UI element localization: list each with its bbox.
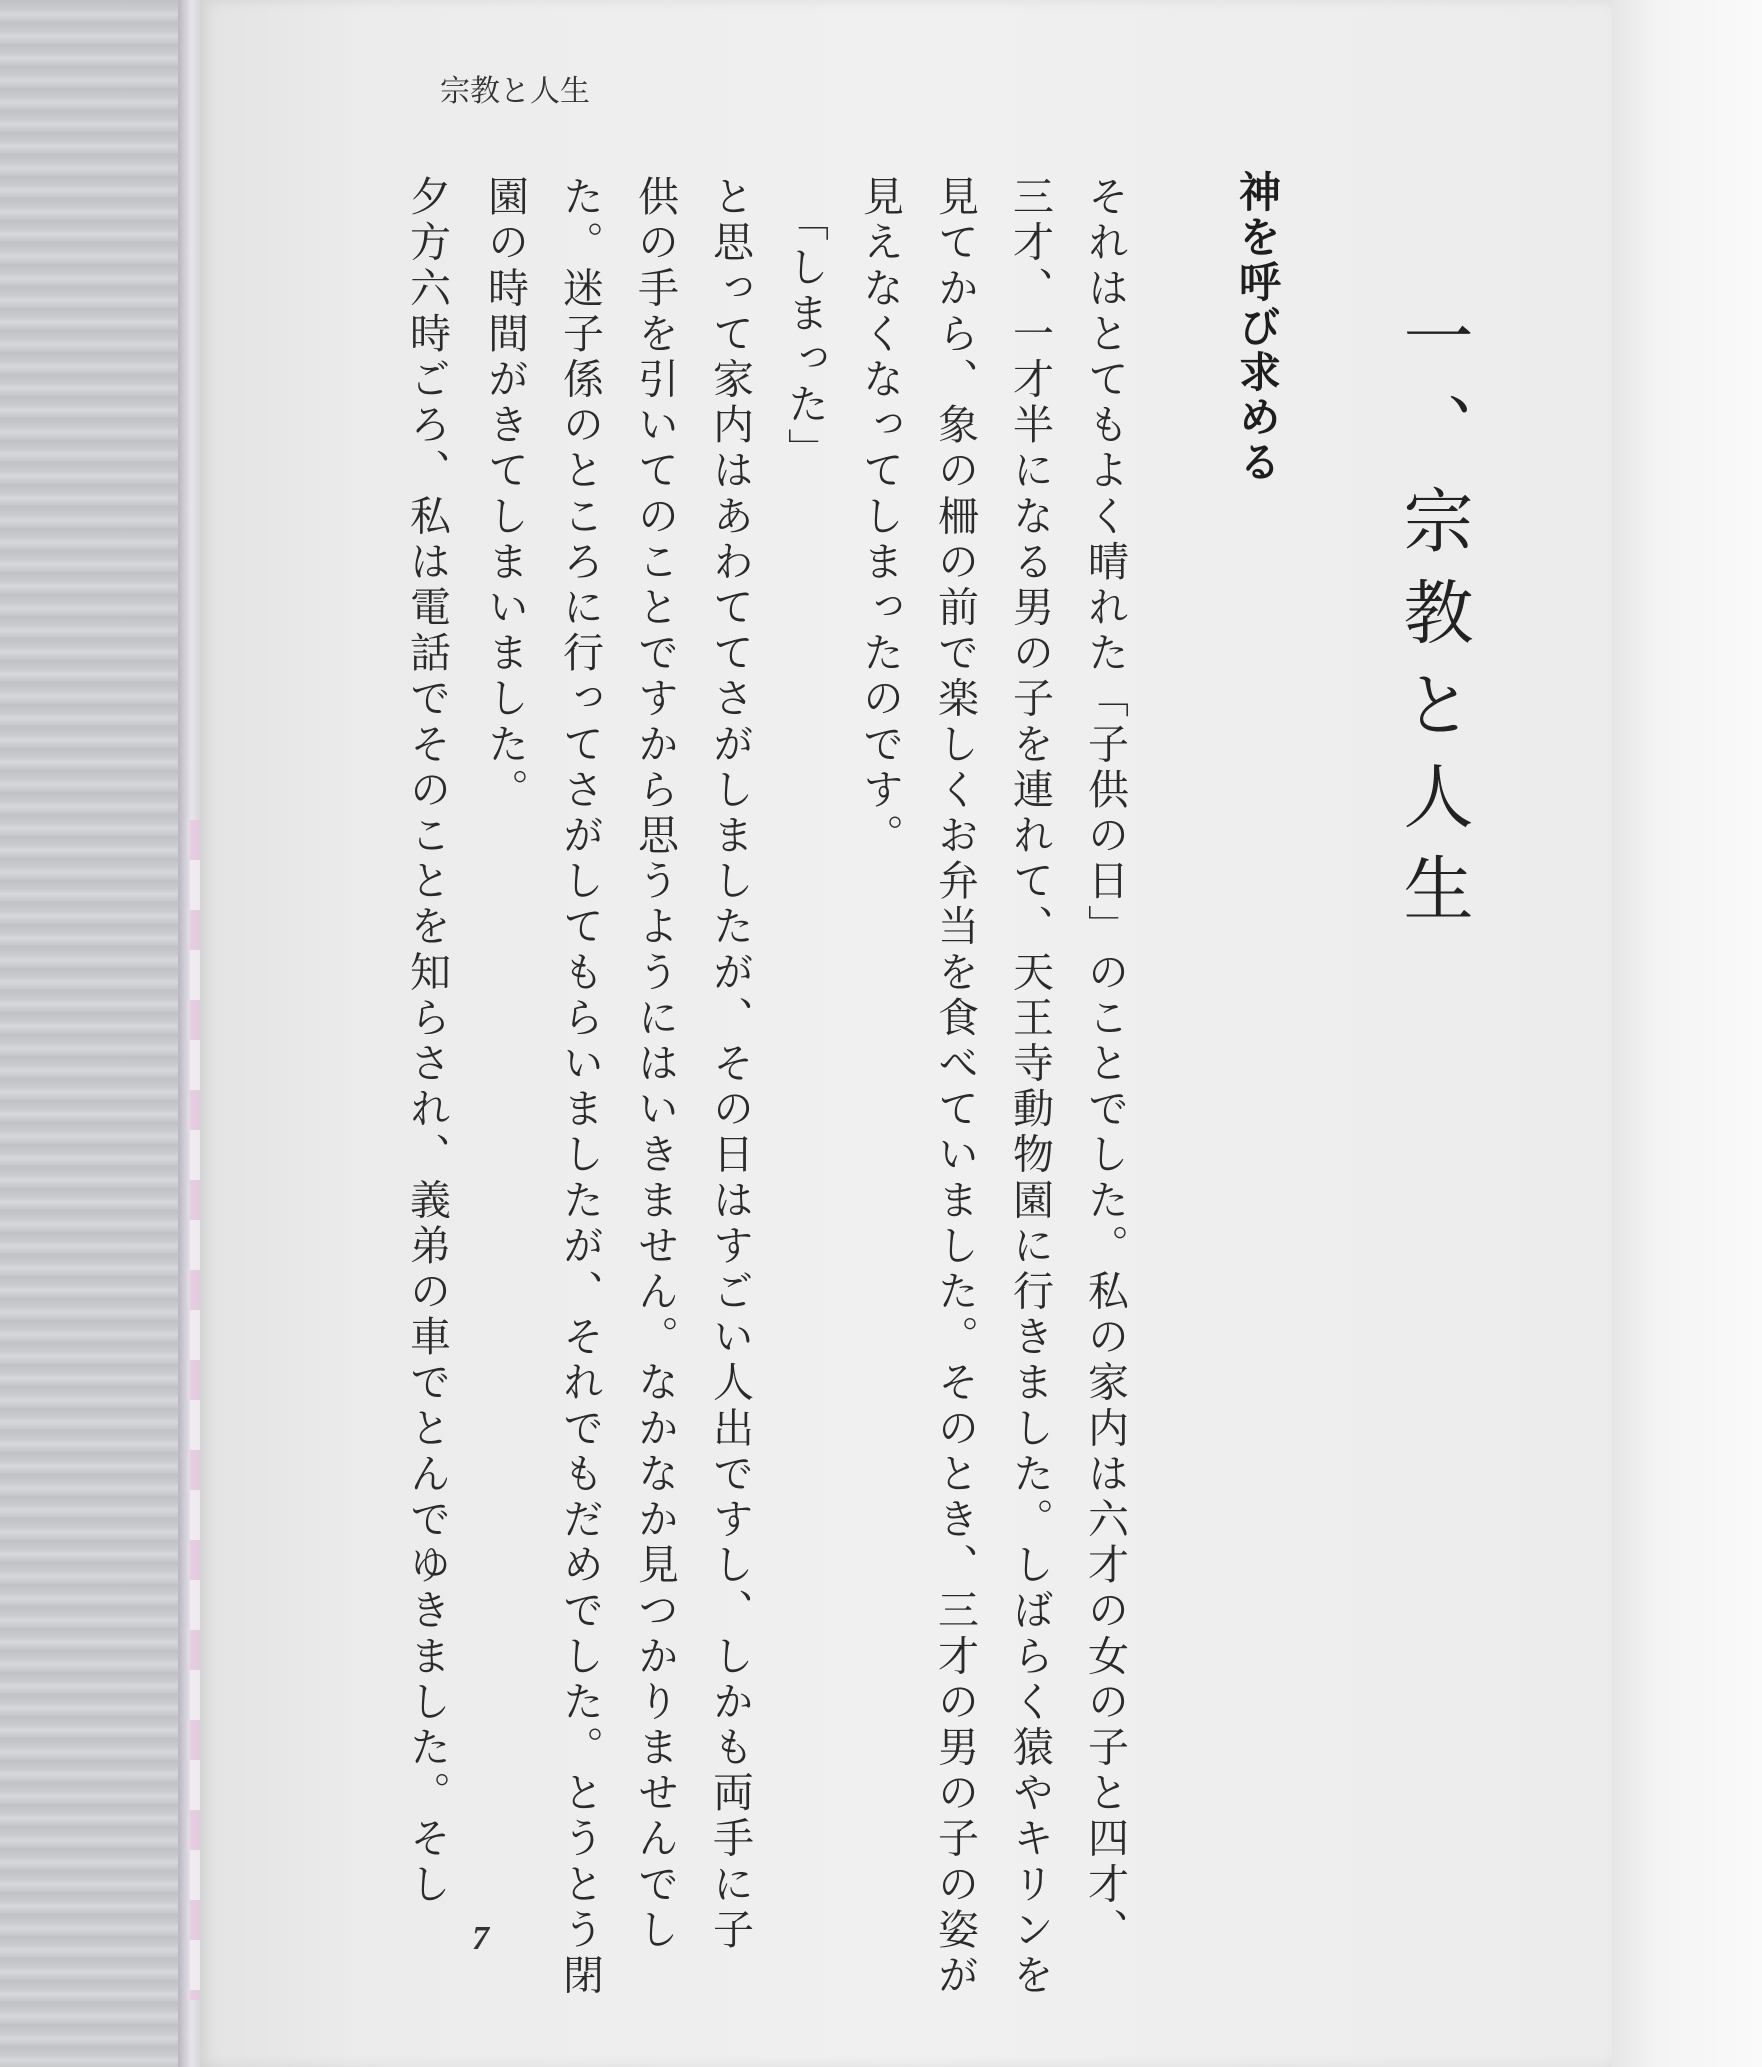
body-column-9: 園の時間がきてしまいました。 (481, 175, 529, 814)
background-right (1612, 0, 1762, 2067)
section-heading: 神を呼び求める (1233, 170, 1282, 485)
body-column-10: 夕方六時ごろ、私は電話でそのことを知らされ、義弟の車でとんでゆきました。そし (403, 175, 451, 1908)
body-column-5: 「しまった」 (781, 200, 829, 474)
body-column-2: 三才、一才半になる男の子を連れて、天王寺動物園に行きました。しばらく猿やキリンを (1006, 175, 1054, 1999)
body-column-4: 見えなくなってしまったのです。 (856, 175, 904, 859)
body-column-7: 供の手を引いてのことですから思うようにはいきません。なかなか見つかりませんでし (631, 175, 679, 1954)
running-head: 宗教と人生 (440, 74, 590, 109)
background-left (0, 0, 200, 2067)
body-column-1: それはとてもよく晴れた「子供の日」のことでした。私の家内は六才の女の子と四才、 (1081, 175, 1129, 1954)
body-column-8: た。迷子係のところに行ってさがしてもらいましたが、それでもだめでした。とうとう閉 (556, 175, 604, 1999)
page-number: 7 (472, 1920, 489, 1957)
chapter-title: 一、宗教と人生 (1392, 300, 1474, 944)
body-column-6: と思って家内はあわててさがしましたが、その日はすごい人出ですし、しかも両手に子 (706, 175, 754, 1954)
body-column-3: 見てから、象の柵の前で楽しくお弁当を食べていました。そのとき、三才の男の子の姿が (931, 175, 979, 1999)
